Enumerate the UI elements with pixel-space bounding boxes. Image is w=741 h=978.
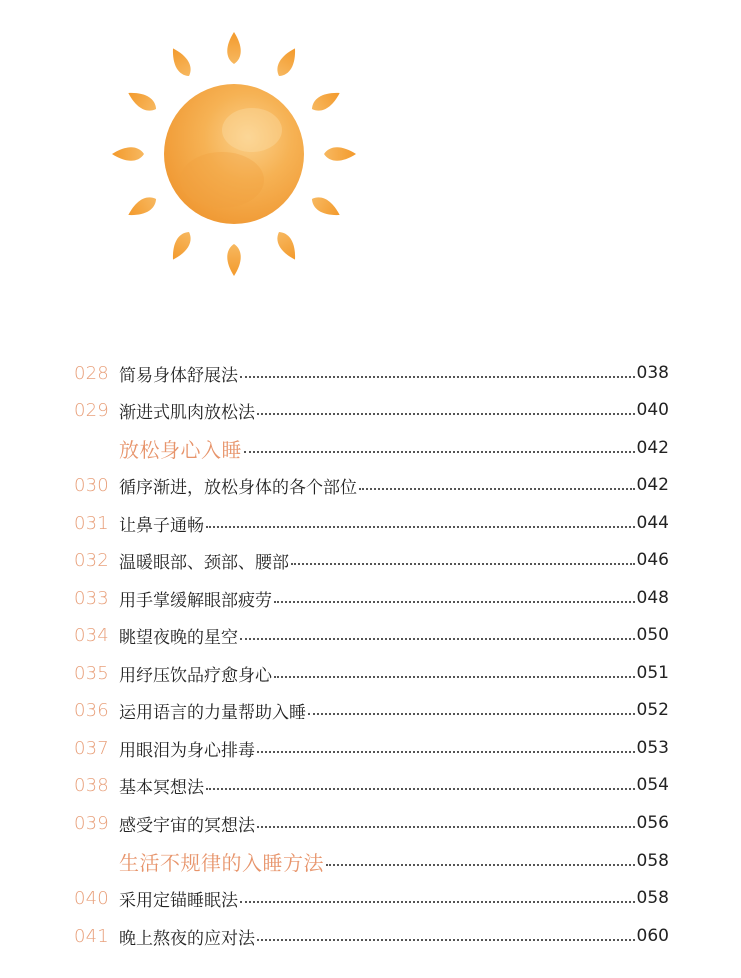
toc-entry-number: 032 (74, 549, 109, 571)
toc-entry[interactable] (0, 358, 741, 388)
dot-leader (244, 451, 635, 453)
toc-entry-title: 采用定锚睡眠法 (119, 890, 238, 911)
toc-entry-number: 036 (74, 699, 109, 721)
toc-entry[interactable] (0, 508, 741, 538)
sun-ray (309, 193, 343, 221)
toc-section-title: 生活不规律的入睡方法 (119, 850, 324, 875)
toc-entry-number: 028 (74, 362, 109, 384)
toc-entry-title-wrap (119, 398, 635, 423)
toc-entry-title: 循序渐进，放松身体的各个部位 (119, 477, 357, 498)
toc-entry-title: 温暖眼部、颈部、腰部 (119, 552, 289, 573)
toc-entry[interactable] (0, 733, 741, 763)
toc-entry-number: 035 (74, 662, 109, 684)
toc-entry-title-wrap (119, 511, 635, 536)
toc-entry-page: 050 (636, 625, 669, 645)
toc-entry[interactable] (0, 583, 741, 613)
dot-leader (274, 601, 635, 603)
sun-ray (167, 45, 195, 79)
toc-entry-title-wrap (119, 698, 635, 723)
toc-entry-number: 030 (74, 474, 109, 496)
toc-entry[interactable] (0, 395, 741, 425)
toc-entry-title: 感受宇宙的冥想法 (119, 815, 255, 836)
sun-ray (125, 193, 159, 221)
toc-entry-title: 用纾压饮品疗愈身心 (119, 665, 272, 686)
dot-leader (240, 901, 635, 903)
sun-ray (112, 147, 144, 161)
toc-entry-page: 038 (636, 363, 669, 383)
dot-leader (257, 939, 635, 941)
toc-entry-title-wrap (119, 434, 635, 463)
toc-entry-title: 用眼泪为身心排毒 (119, 740, 255, 761)
dot-leader (257, 413, 635, 415)
toc-entry-page: 046 (636, 550, 669, 570)
toc-entry-title-wrap (119, 924, 635, 949)
toc-entry-title-wrap (119, 361, 635, 386)
toc-section-heading[interactable] (0, 846, 741, 876)
toc-entry-page: 048 (636, 588, 669, 608)
toc-entry[interactable] (0, 470, 741, 500)
toc-entry-title-wrap (119, 661, 635, 686)
toc-entry-page: 058 (636, 851, 669, 871)
dot-leader (240, 638, 635, 640)
toc-entry-page: 040 (636, 400, 669, 420)
toc-entry-number: 040 (74, 887, 109, 909)
toc-entry-number: 039 (74, 812, 109, 834)
toc-entry-title-wrap (119, 736, 635, 761)
toc-entry[interactable] (0, 695, 741, 725)
toc-entry-page: 054 (636, 775, 669, 795)
sun-ray (125, 87, 159, 115)
toc-entry-title: 运用语言的力量帮助入睡 (119, 702, 306, 723)
toc-entry-page: 058 (636, 888, 669, 908)
sun-ray (273, 45, 301, 79)
toc-entry-page: 042 (636, 475, 669, 495)
toc-entry-page: 053 (636, 738, 669, 758)
toc-entry-number: 029 (74, 399, 109, 421)
dot-leader (257, 751, 635, 753)
toc-entry-title-wrap (119, 473, 635, 498)
toc-entry-title-wrap (119, 548, 635, 573)
toc-entry-title: 用手掌缓解眼部疲劳 (119, 590, 272, 611)
toc-entry-page: 052 (636, 700, 669, 720)
sun-ray (167, 229, 195, 263)
toc-entry[interactable] (0, 770, 741, 800)
toc-entry-title-wrap (119, 847, 635, 876)
dot-leader (291, 563, 635, 565)
toc-entry-number: 041 (74, 925, 109, 947)
toc-entry[interactable] (0, 808, 741, 838)
toc-entry-title: 简易身体舒展法 (119, 365, 238, 386)
dot-leader (257, 826, 635, 828)
toc-entry-title: 让鼻子通畅 (119, 515, 204, 536)
toc-entry-title: 基本冥想法 (119, 777, 204, 798)
toc-section-title: 放松身心入睡 (119, 437, 242, 462)
toc-entry-page: 051 (636, 663, 669, 683)
toc-entry-title: 眺望夜晚的星空 (119, 627, 238, 648)
dot-leader (206, 526, 635, 528)
toc-entry[interactable] (0, 921, 741, 951)
dot-leader (274, 676, 635, 678)
toc-entry-number: 037 (74, 737, 109, 759)
sun-ray (309, 87, 343, 115)
toc-entry-page: 042 (636, 438, 669, 458)
dot-leader (359, 488, 635, 490)
sun-ray (227, 244, 241, 276)
sun-ray (324, 147, 356, 161)
dot-leader (326, 864, 635, 866)
toc-entry-title-wrap (119, 811, 635, 836)
toc-entry-title-wrap (119, 586, 635, 611)
toc-entry-title-wrap (119, 773, 635, 798)
toc-section-heading[interactable] (0, 433, 741, 463)
toc-entry-title-wrap (119, 623, 635, 648)
toc-entry-number: 034 (74, 624, 109, 646)
sun-ray (273, 229, 301, 263)
dot-leader (206, 788, 635, 790)
toc-entry[interactable] (0, 620, 741, 650)
toc-entry[interactable] (0, 545, 741, 575)
sun-illustration-icon (104, 30, 362, 282)
toc-entry-number: 031 (74, 512, 109, 534)
dot-leader (308, 713, 635, 715)
toc-entry-number: 033 (74, 587, 109, 609)
toc-entry-page: 056 (636, 813, 669, 833)
dot-leader (240, 376, 635, 378)
toc-entry-number: 038 (74, 774, 109, 796)
toc-entry-title: 渐进式肌肉放松法 (119, 402, 255, 423)
toc-entry-title-wrap (119, 886, 635, 911)
toc-entry-title: 晚上熬夜的应对法 (119, 928, 255, 949)
toc-entry-page: 060 (636, 926, 669, 946)
toc-entry[interactable] (0, 883, 741, 913)
sun-ray (227, 32, 241, 64)
toc-entry-page: 044 (636, 513, 669, 533)
toc-entry[interactable] (0, 658, 741, 688)
